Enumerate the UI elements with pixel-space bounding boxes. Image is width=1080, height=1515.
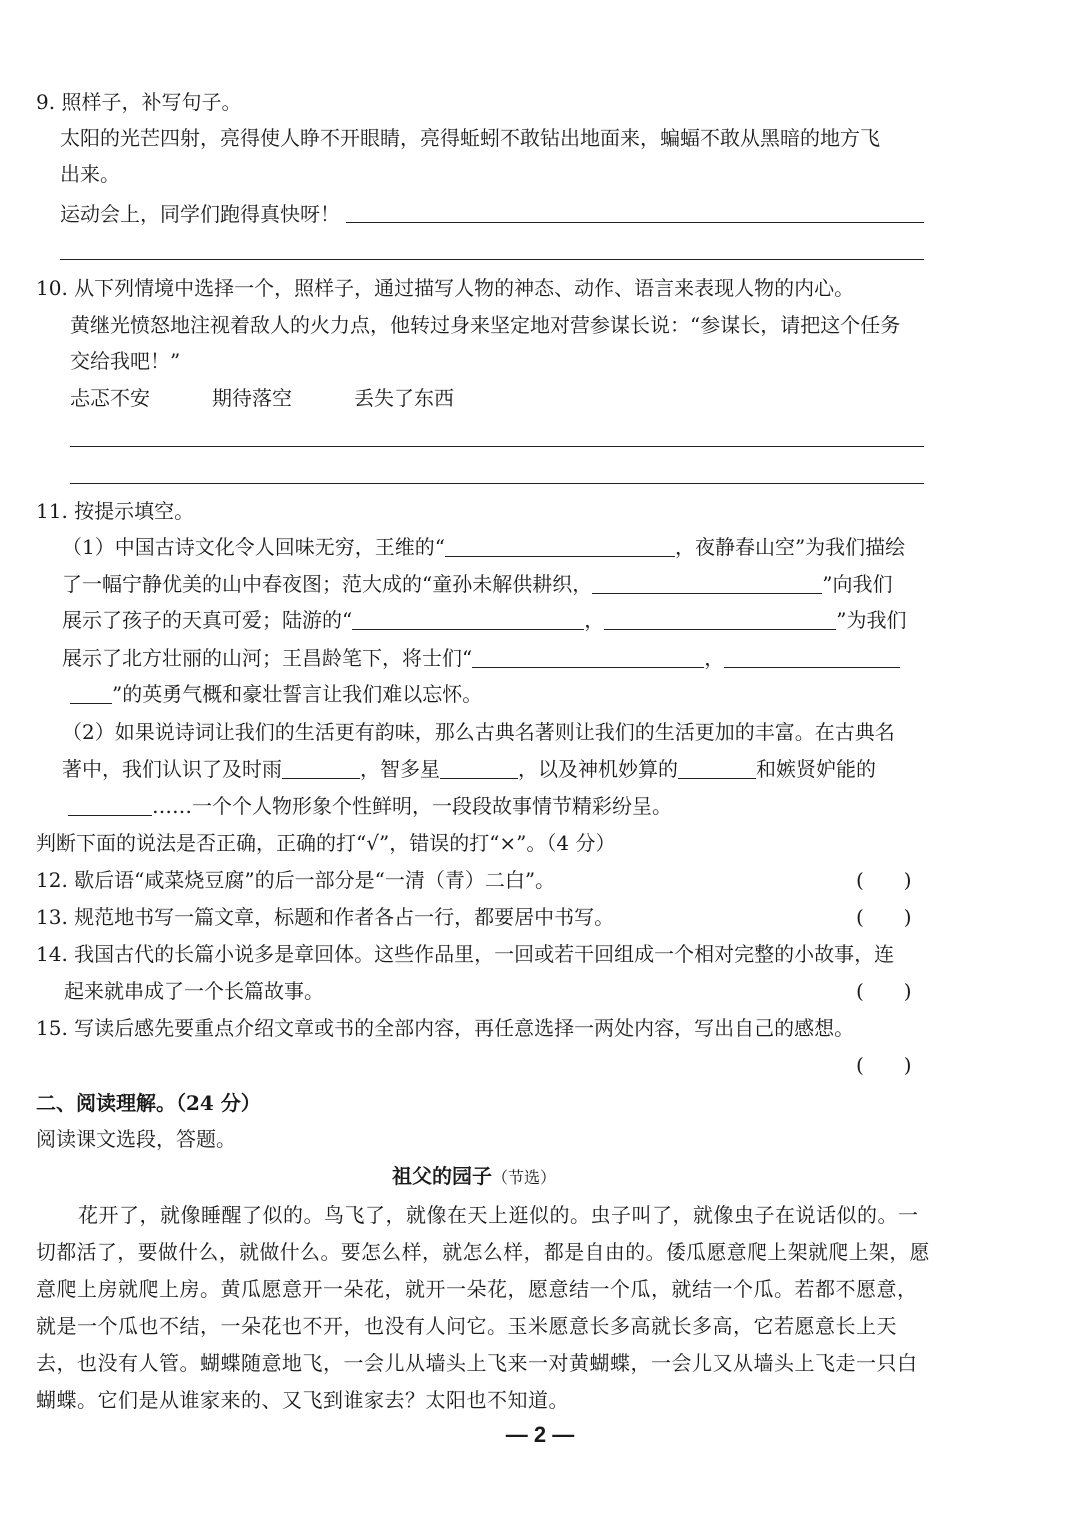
blank-wuyong[interactable] [440, 758, 518, 779]
judge-item-15: 15. 写读后感先要重点介绍文章或书的全部内容，再任意选择一两处内容，写出自己的感想。 [36, 1016, 855, 1040]
blank-wangwei[interactable] [445, 536, 675, 557]
blank-wangchangling-2[interactable] [724, 647, 900, 668]
judge-item-12: 12. 歇后语“咸菜烧豆腐”的后一部分是“一清（青）二白”。 [36, 868, 556, 892]
text-span: ”的英勇气概和豪壮誓言让我们难以忘怀。 [112, 682, 483, 706]
q10-option: 忐忑不安 [70, 386, 150, 410]
judge-item-13: 13. 规范地书写一篇文章，标题和作者各占一行，都要居中书写。 [36, 905, 615, 929]
q10-answer-line-1[interactable] [70, 446, 924, 447]
q10-answer-line-2[interactable] [70, 483, 924, 484]
q10-options [70, 384, 516, 412]
q9-prompt: 运动会上，同学们跑得真快呀！ [60, 202, 340, 226]
blank-wangchangling-3[interactable] [70, 683, 112, 704]
q9-example-line1: 太阳的光芒四射，亮得使人睁不开眼睛，亮得蚯蚓不敢钻出地面来，蝙蝠不敢从黑暗的地方飞 [60, 126, 880, 150]
judge-item-14-cont: 起来就串成了一个长篇故事。 [64, 979, 324, 1003]
judge-instruction: 判断下面的说法是否正确，正确的打“√”，错误的打“×”。（4 分） [36, 831, 616, 855]
text-span: ，以及神机妙算的 [518, 757, 678, 781]
q10-option: 期待落空 [212, 386, 292, 410]
passage-title-note: （节选） [492, 1168, 557, 1187]
q10-option: 丢失了东西 [354, 386, 454, 410]
text-span: ”为我们 [836, 608, 907, 632]
q11-p1-line3 [62, 606, 906, 634]
answer-paren-15[interactable]: ( ) [856, 1053, 912, 1077]
passage-title [392, 1162, 556, 1192]
answer-paren-13[interactable]: ( ) [856, 905, 912, 929]
passage-line-4: 就是一个瓜也不结，一朵花也不开，也没有人问它。玉米愿意长多高就长多高，它若愿意长上天 [36, 1314, 897, 1338]
blank-songjiang[interactable] [282, 758, 360, 779]
q11-p1-line2 [62, 570, 892, 598]
text-span: ，夜静春山空”为我们描绘 [674, 535, 906, 559]
blank-luyou-1[interactable] [352, 609, 584, 630]
blank-zhouyu[interactable] [68, 795, 152, 816]
text-span: ， [704, 646, 725, 670]
section2-instruction: 阅读课文选段，答题。 [36, 1127, 236, 1151]
passage-line-6: 蝴蝶。它们是从谁家来的、又飞到谁家去？太阳也不知道。 [36, 1388, 569, 1412]
text-span: 了一幅宁静优美的山中春夜图；范大成的“童孙未解供耕织， [62, 572, 593, 596]
text-span: 著中，我们认识了及时雨 [62, 757, 282, 781]
passage-line-1: 花开了，就像睡醒了似的。鸟飞了，就像在天上逛似的。虫子叫了，就像虫子在说话似的。一 [78, 1203, 919, 1227]
q10-example-line2: 交给我吧！” [70, 349, 181, 373]
blank-luyou-2[interactable] [604, 609, 836, 630]
q11-heading: 11. 按提示填空。 [36, 499, 195, 523]
passage-line-5: 去，也没有人管。蝴蝶随意地飞，一会儿从墙头上飞来一对黄蝴蝶，一会儿又从墙头上飞走一只白 [36, 1351, 918, 1375]
q11-p1-line4 [62, 644, 900, 672]
q11-p2-line2 [62, 755, 876, 783]
text-span: ，智多星 [360, 757, 440, 781]
text-span: 祖父的园子 [392, 1164, 492, 1188]
text-span: ……一个个人物形象个性鲜明，一段段故事情节精彩纷呈。 [152, 794, 672, 818]
blank-zhugeliang[interactable] [678, 758, 756, 779]
q11-p2-line3 [68, 792, 672, 820]
passage-line-3: 意爬上房就爬上房。黄瓜愿意开一朵花，就开一朵花，愿意结一个瓜，就结一个瓜。若都不愿意， [36, 1277, 918, 1301]
q9-example-line2: 出来。 [60, 162, 120, 186]
passage-line-2: 切都活了，要做什么，就做什么。要怎么样，就怎么样，都是自由的。倭瓜愿意爬上架就爬上架，愿 [36, 1240, 930, 1264]
text-span: 展示了北方壮丽的山河；王昌龄笔下，将士们“ [62, 646, 473, 670]
text-span: 展示了孩子的天真可爱；陆游的“ [62, 608, 353, 632]
text-span: 和嫉贤妒能的 [756, 757, 876, 781]
q11-p1-line1 [62, 533, 905, 561]
q10-example-line1: 黄继光愤怒地注视着敌人的火力点，他转过身来坚定地对营参谋长说：“参谋长，请把这个任务 [70, 313, 901, 337]
text-span: ”向我们 [822, 572, 893, 596]
page-number: — 2 — [505, 1422, 575, 1447]
text-span: ， [584, 608, 605, 632]
section2-heading: 二、阅读理解。（24 分） [36, 1091, 261, 1115]
q9-answer-line-1[interactable] [346, 222, 924, 223]
blank-fanchengda[interactable] [592, 573, 822, 594]
q10-heading: 10. 从下列情境中选择一个，照样子，通过描写人物的神态、动作、语言来表现人物的内心。 [36, 276, 855, 300]
judge-item-14: 14. 我国古代的长篇小说多是章回体。这些作品里，一回或若干回组成一个相对完整的小故事，连 [36, 942, 895, 966]
q9-answer-line-2[interactable] [60, 259, 924, 260]
answer-paren-14[interactable]: ( ) [856, 979, 912, 1003]
q11-p1-line5 [70, 680, 482, 708]
answer-paren-12[interactable]: ( ) [856, 868, 912, 892]
text-span: （1）中国古诗文化令人回味无穷，王维的“ [62, 535, 445, 559]
blank-wangchangling-1[interactable] [472, 647, 704, 668]
q9-heading: 9. 照样子，补写句子。 [36, 90, 242, 114]
q11-p2-line1: （2）如果说诗词让我们的生活更有韵味，那么古典名著则让我们的生活更加的丰富。在古典名 [62, 720, 895, 744]
